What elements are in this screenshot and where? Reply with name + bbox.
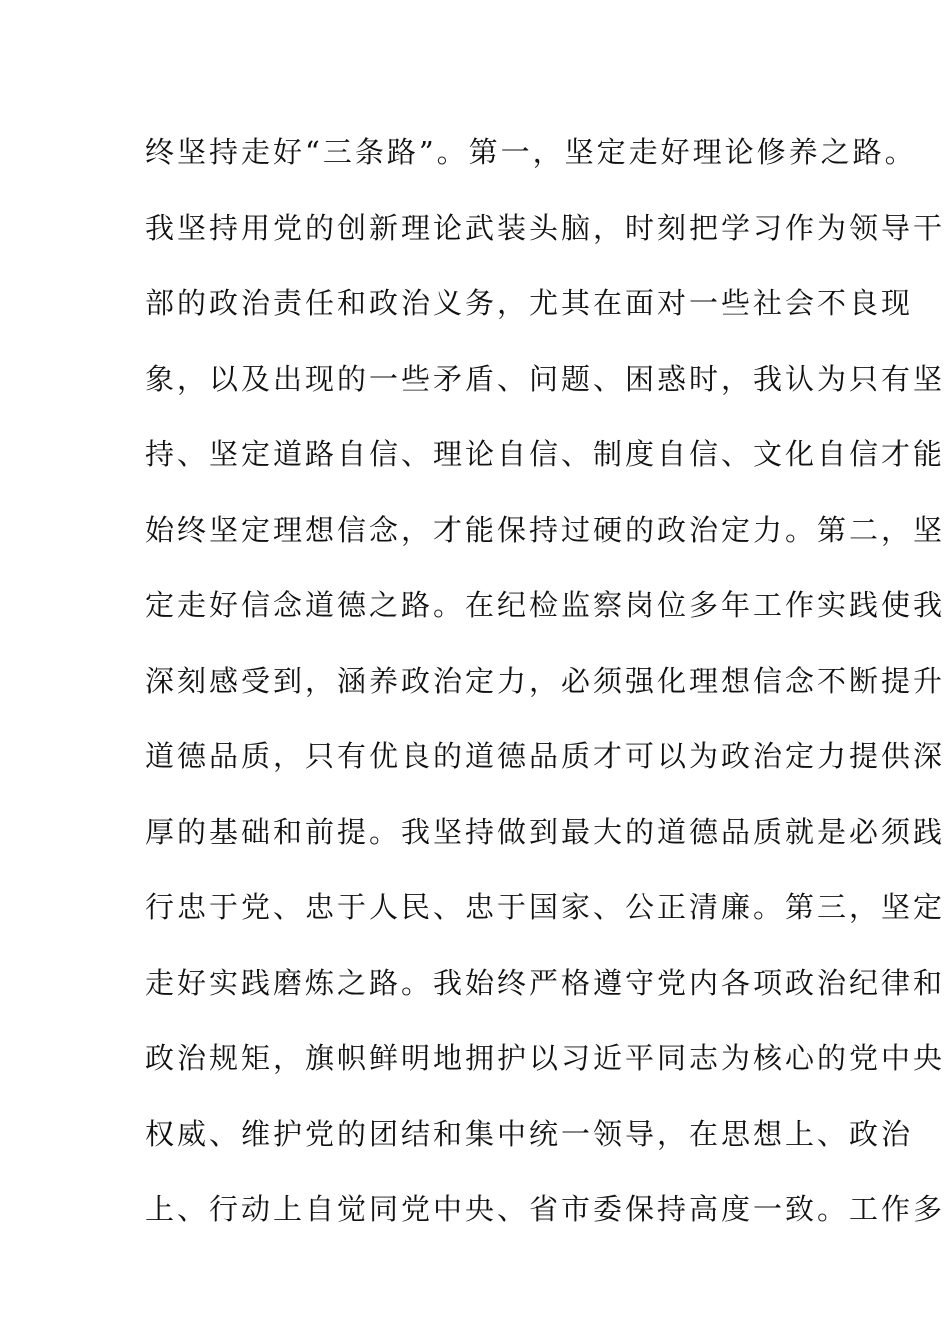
text-line: 始终坚定理想信念，才能保持过硬的政治定力。第二，坚 xyxy=(145,512,946,547)
text-line: 定走好信念道德之路。在纪检监察岗位多年工作实践使我 xyxy=(145,588,946,622)
text-line: 道德品质，只有优良的道德品质才可以为政治定力提供深 xyxy=(145,739,946,773)
text-line: 厚的基础和前提。我坚持做到最大的道德品质就是必须践 xyxy=(145,814,946,849)
text-line: 象，以及出现的一些矛盾、问题、困惑时，我认为只有坚 xyxy=(145,361,946,396)
text-line: 上、行动上自觉同党中央、省市委保持高度一致。工作多 xyxy=(145,1192,946,1226)
text-line: 政治规矩，旗帜鲜明地拥护以习近平同志为核心的党中央 xyxy=(145,1041,946,1075)
text-line: 部的政治责任和政治义务，尤其在面对一些社会不良现 xyxy=(145,286,914,320)
text-line: 走好实践磨炼之路。我始终严格遵守党内各项政治纪律和 xyxy=(145,965,946,1000)
text-line: 行忠于党、忠于人民、忠于国家、公正清廉。第三，坚定 xyxy=(145,890,946,924)
text-line: 权威、维护党的团结和集中统一领导，在思想上、政治 xyxy=(145,1116,914,1151)
text-line: 持、坚定道路自信、理论自信、制度自信、文化自信才能 xyxy=(145,437,946,471)
body-text xyxy=(145,128,946,1261)
text-line: 终坚持走好“三条路”。第一，坚定走好理论修养之路。 xyxy=(145,135,917,169)
text-line: 深刻感受到，涵养政治定力，必须强化理想信念不断提升 xyxy=(145,663,946,698)
text-line: 我坚持用党的创新理论武装头脑，时刻把学习作为领导干 xyxy=(145,210,946,245)
